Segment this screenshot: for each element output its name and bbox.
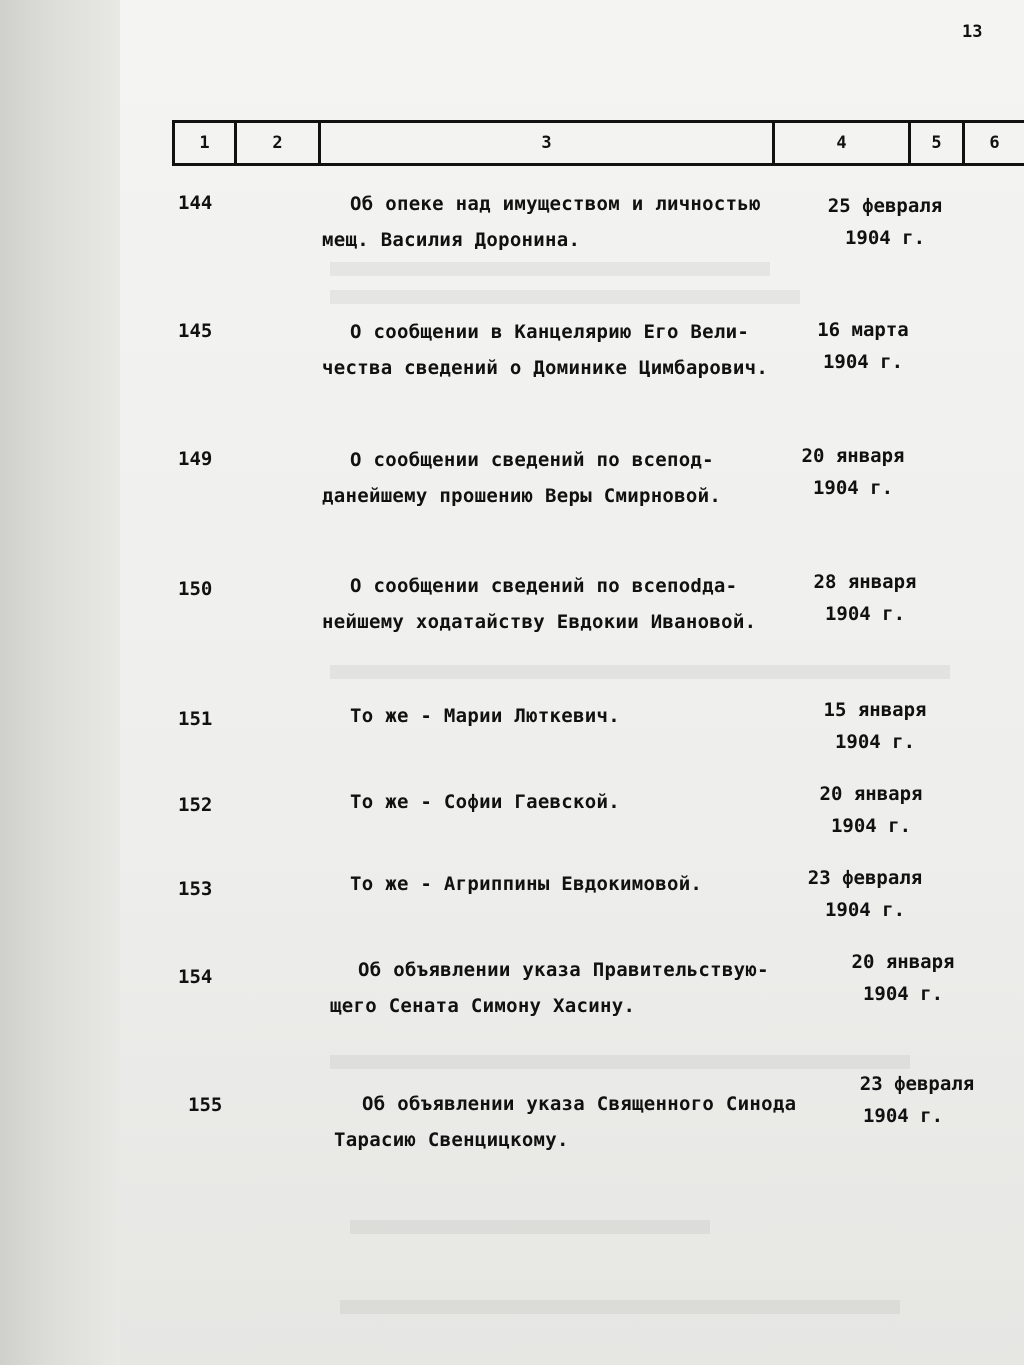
column-header-3: 3 — [318, 123, 772, 163]
date-day-month: 20 января — [819, 783, 923, 805]
row-number: 154 — [178, 966, 213, 988]
title-line-2: мещ. Василия Доронина. — [322, 229, 581, 251]
date-year: 1904 г. — [824, 899, 906, 921]
row-number: 145 — [178, 320, 213, 342]
row-date — [780, 566, 950, 630]
row-title — [322, 866, 822, 902]
row-date — [790, 694, 960, 758]
title-line-1: То же - Марии Люткевич. — [350, 705, 620, 727]
title-line-2: щего Сената Симону Хасину. — [330, 995, 636, 1017]
title-line-1: Об опеке над имуществом и личностью — [350, 193, 761, 215]
column-header-2: 2 — [234, 123, 318, 163]
column-header-6: 6 — [962, 123, 1024, 163]
title-line-2: данейшему прошению Веры Смирновой. — [322, 485, 722, 507]
row-date — [818, 946, 988, 1010]
date-year: 1904 г. — [834, 731, 916, 753]
date-day-month: 23 февраля — [807, 867, 923, 889]
title-line-2: нейшему ходатайству Евдокии Ивановой. — [322, 611, 757, 633]
date-year: 1904 г. — [862, 1105, 944, 1127]
date-year: 1904 г. — [830, 815, 912, 837]
row-number: 149 — [178, 448, 213, 470]
title-line-2: Тарасию Свенцицкому. — [334, 1129, 569, 1151]
title-line-1: Об объявлении указа Священного Синода — [362, 1093, 797, 1115]
table-header — [172, 120, 1024, 166]
row-date — [818, 1068, 988, 1132]
title-line-1: О сообщении в Канцелярию Его Вели- — [350, 321, 750, 343]
date-day-month: 23 февраля — [859, 1073, 975, 1095]
row-number: 153 — [178, 878, 213, 900]
page-number: 13 — [962, 22, 983, 42]
row-title — [322, 698, 822, 734]
date-year: 1904 г. — [812, 477, 894, 499]
column-header-5: 5 — [908, 123, 962, 163]
title-line-1: То же - Агриппины Евдокимовой. — [350, 873, 703, 895]
date-day-month: 20 января — [851, 951, 955, 973]
column-header-4: 4 — [772, 123, 908, 163]
row-number: 152 — [178, 794, 213, 816]
column-header-1: 1 — [172, 123, 234, 163]
title-line-1: То же - Софии Гаевской. — [350, 791, 620, 813]
title-line-1: О сообщении сведений по всепodда- — [350, 575, 738, 597]
title-line-1: Об объявлении указа Правительствую- — [358, 959, 769, 981]
row-number: 155 — [188, 1094, 223, 1116]
row-title — [334, 1086, 834, 1158]
row-title — [322, 186, 822, 258]
row-number: 144 — [178, 192, 213, 214]
date-year: 1904 г. — [822, 351, 904, 373]
row-date — [778, 314, 948, 378]
date-day-month: 28 января — [813, 571, 917, 593]
row-date — [800, 190, 970, 254]
row-title — [322, 442, 822, 514]
date-day-month: 20 января — [801, 445, 905, 467]
date-year: 1904 г. — [862, 983, 944, 1005]
title-line-2: чества сведений о Доминике Цимбарович. — [322, 357, 769, 379]
title-line-1: О сообщении сведений по всепод- — [350, 449, 714, 471]
date-day-month: 15 января — [823, 699, 927, 721]
row-number: 151 — [178, 708, 213, 730]
row-date — [786, 778, 956, 842]
row-number: 150 — [178, 578, 213, 600]
row-date — [780, 862, 950, 926]
date-day-month: 16 марта — [817, 319, 909, 341]
book-spine-shadow — [0, 0, 120, 1365]
row-date — [768, 440, 938, 504]
date-year: 1904 г. — [844, 227, 926, 249]
date-year: 1904 г. — [824, 603, 906, 625]
row-title — [330, 952, 830, 1024]
date-day-month: 25 февраля — [827, 195, 943, 217]
row-title — [322, 568, 822, 640]
row-title — [322, 314, 822, 386]
row-title — [322, 784, 822, 820]
